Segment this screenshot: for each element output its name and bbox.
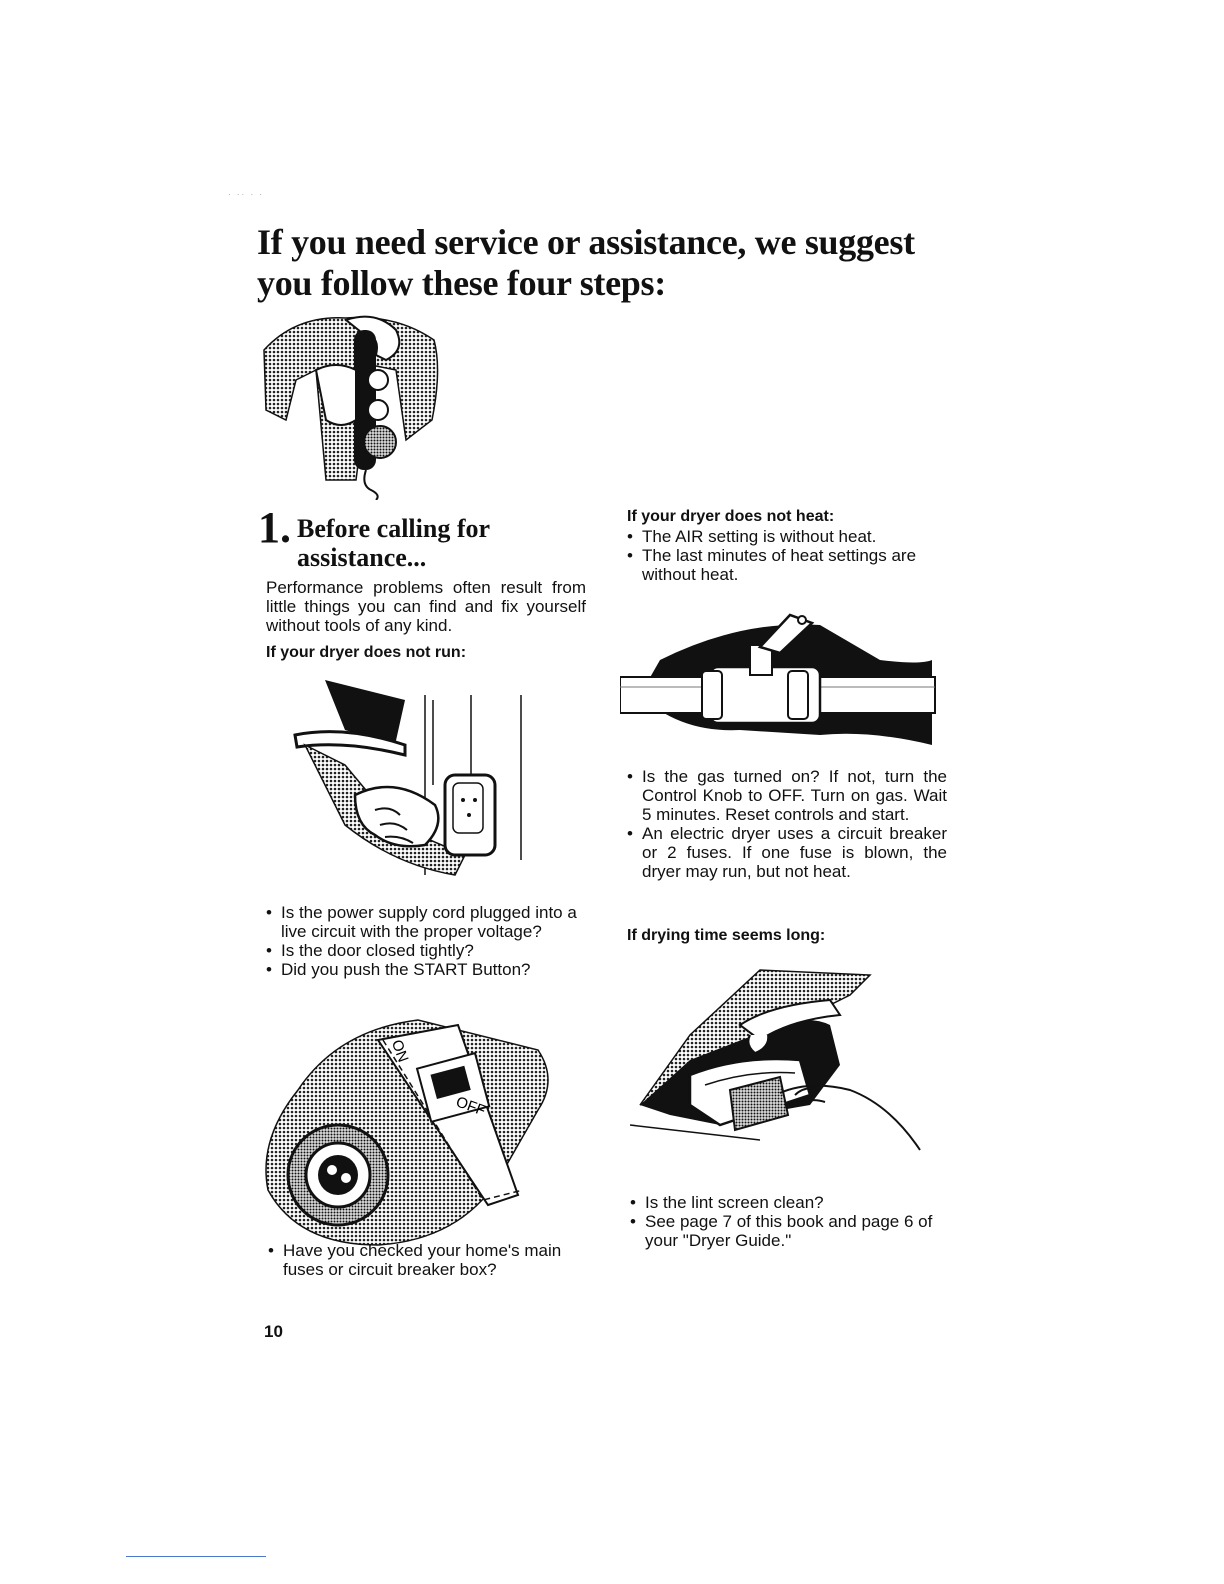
list-item: • Did you push the START Button? xyxy=(266,960,586,979)
list-item: • See page 7 of this book and page 6 of your "Dryer Guide." xyxy=(630,1212,950,1250)
list-item: • The last minutes of heat settings are without heat. xyxy=(627,546,947,584)
list-item: • Is the gas turned on? If not, turn the Control Knob to OFF. Turn on gas. Wait 5 minutes. Reset controls and start. xyxy=(627,767,947,824)
circuit-breaker-illustration xyxy=(258,1010,558,1250)
telephone-illustration xyxy=(256,310,446,500)
list-item: • Is the power supply cord plugged into a live circuit with the proper voltage? xyxy=(266,903,586,941)
list-item: • An electric dryer uses a circuit breaker or 2 fuses. If one fuse is blown, the dryer may run, but not heat. xyxy=(627,824,947,881)
breaker-on-label: ON xyxy=(387,1037,412,1065)
gas-electric-list xyxy=(627,767,947,881)
does-not-heat-heading: If your dryer does not heat: xyxy=(627,508,835,525)
gas-valve-illustration xyxy=(620,605,940,755)
drying-long-heading: If drying time seems long: xyxy=(627,927,826,944)
intro-paragraph: Performance problems often result from little things you can find and fix yourself without tools of any kind. xyxy=(266,578,586,635)
list-item: • Is the lint screen clean? xyxy=(630,1193,950,1212)
does-not-heat-list xyxy=(627,527,947,584)
footer-rule xyxy=(126,1556,266,1557)
does-not-run-list xyxy=(266,903,586,979)
scan-marks: · ·· · · xyxy=(228,190,264,199)
plug-illustration xyxy=(285,675,535,885)
drying-long-list xyxy=(630,1193,950,1250)
fuse-list xyxy=(268,1241,588,1279)
page-title: If you need service or assistance, we suggest you follow these four steps: xyxy=(257,222,915,303)
does-not-run-heading: If your dryer does not run: xyxy=(266,644,467,661)
lint-screen-illustration xyxy=(630,965,930,1160)
step-number: 1. xyxy=(258,503,291,552)
list-item: • Is the door closed tightly? xyxy=(266,941,586,960)
list-item: • Have you checked your home's main fuses or circuit breaker box? xyxy=(268,1241,588,1279)
breaker-off-label: OFF xyxy=(453,1093,488,1120)
step-title: Before calling for assistance... xyxy=(297,514,490,572)
list-item: • The AIR setting is without heat. xyxy=(627,527,947,546)
page-number: 10 xyxy=(264,1322,283,1341)
